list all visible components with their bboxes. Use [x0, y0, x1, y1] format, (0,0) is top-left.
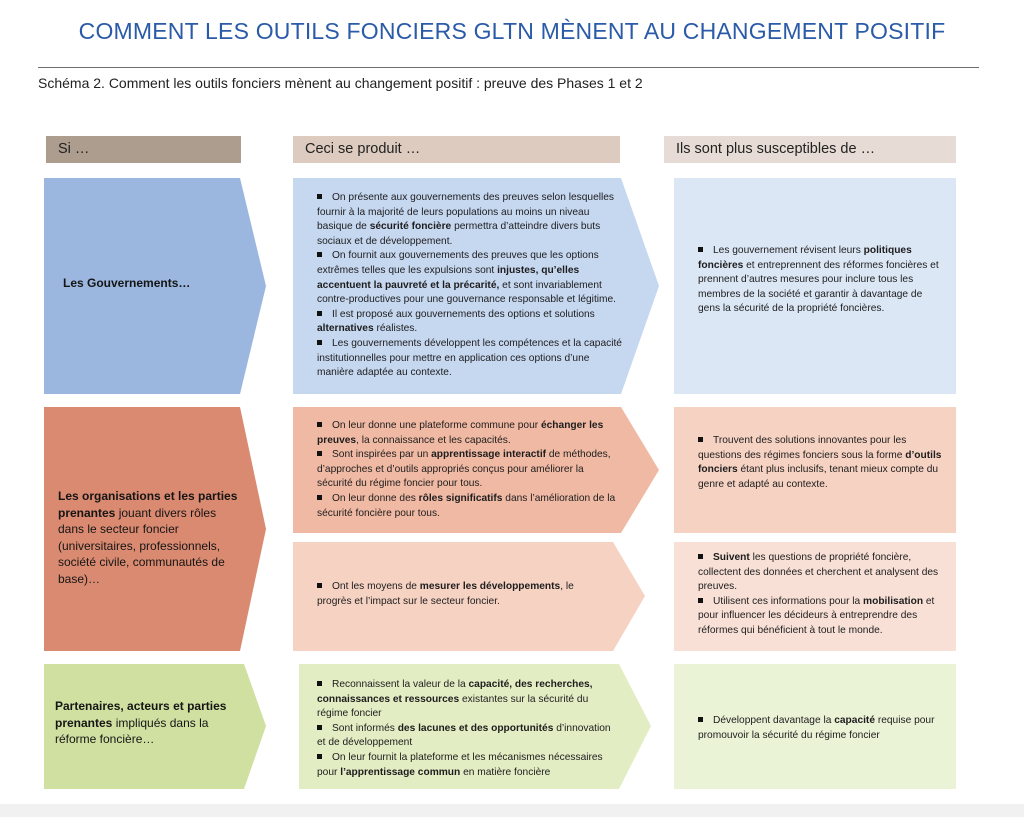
partners-outcome-text	[698, 714, 948, 743]
bullet-item	[317, 722, 617, 751]
bullet-text: Ont les moyens de	[332, 581, 420, 592]
bullet-item	[698, 595, 943, 639]
org-actor-label-rest: jouant divers rôles dans le secteur foncier (universitaires, professionnels, société civile, communautés de base)…	[58, 505, 225, 586]
emphasis-text: mesurer les développements	[419, 581, 561, 592]
emphasis-text: mobilisation	[863, 595, 924, 607]
bullet-text: existantes sur la sécurité du régime foncier	[317, 693, 589, 720]
emphasis-text: apprentissage interactif	[431, 449, 547, 461]
gov-actor-label: Les Gouvernements…	[63, 276, 191, 290]
bullet-text: Sont informés	[332, 722, 398, 734]
org-effects-arrow-bottom	[293, 542, 645, 651]
emphasis-text: échanger les preuves	[317, 420, 604, 446]
bullet-item	[698, 244, 943, 317]
bullet-item	[317, 751, 617, 780]
bullet-text: On leur donne une plateforme commune pour	[332, 420, 541, 431]
page-title: COMMENT LES OUTILS FONCIERS GLTN MÈNENT AU CHANGEMENT POSITIF	[78, 18, 946, 44]
partners-outcome-box	[674, 664, 956, 789]
square-bullet-icon	[317, 340, 322, 345]
partners-effects-text	[317, 678, 617, 780]
bullet-item	[317, 678, 617, 722]
emphasis-text: politiques foncières	[698, 245, 912, 271]
square-bullet-icon	[317, 311, 322, 316]
bullet-item	[317, 448, 622, 492]
emphasis-text: rôles significatifs	[418, 492, 503, 504]
bullet-item	[317, 191, 622, 249]
square-bullet-icon	[317, 451, 322, 456]
gov-outcome-text	[698, 244, 943, 317]
bullet-text: Les gouvernements développent les compétences et la capacité institutionnelles pour mettre en application ces options d’une manière adaptée au contexte.	[317, 337, 622, 379]
square-bullet-icon	[317, 495, 322, 500]
emphasis-text: capacité	[834, 715, 875, 726]
square-bullet-icon	[317, 252, 322, 257]
bullet-item	[317, 419, 622, 448]
bullet-text: et pour influencer les décideurs à entreprendre des réformes qui bénéficient à tout le monde.	[698, 595, 935, 636]
org-outcome-bottom-text	[698, 551, 943, 639]
bullet-text: , le progrès et l’impact sur le secteur foncier.	[317, 581, 574, 607]
bullet-item	[698, 714, 948, 743]
square-bullet-icon	[317, 194, 322, 199]
bullet-text: On leur fournit la plateforme et les mécanismes nécessaires pour	[317, 751, 603, 778]
bullet-text: et sont invariablement contre-productives pour une gouvernance responsable et légitime.	[317, 279, 617, 306]
bullet-text: On présente aux gouvernements des preuves selon lesquelles fournir à la majorité de leurs populations au moins un niveau basique de	[317, 192, 615, 233]
bullet-text: Les gouvernement révisent leurs	[713, 245, 864, 256]
bullet-item	[317, 337, 622, 381]
emphasis-text: capacité, des recherches, connaissances et ressources	[317, 679, 593, 705]
square-bullet-icon	[698, 247, 703, 252]
emphasis-text: alternatives	[317, 323, 374, 335]
figure-caption: Schéma 2. Comment les outils fonciers mènent au changement positif : preuve des Phases 1 et 2	[38, 75, 643, 91]
bullet-item	[317, 492, 622, 521]
bullet-text: requise pour promouvoir la sécurité du régime foncier	[698, 715, 935, 741]
bullet-text: étant plus inclusifs, tenant mieux compte du genre et adapté au contexte.	[698, 464, 939, 490]
org-outcome-box-bottom	[674, 542, 956, 651]
square-bullet-icon	[698, 598, 703, 603]
partners-actor-label-bold: Partenaires, acteurs et parties prenantes	[55, 699, 227, 730]
gov-actor-arrow	[44, 178, 266, 394]
bullet-item	[698, 551, 943, 595]
partners-actor-label-rest: impliqués dans la réforme foncière…	[55, 715, 209, 746]
partners-actor-arrow	[44, 664, 266, 789]
bullet-text: On leur donne des	[332, 492, 419, 504]
org-effects-bottom-text	[317, 580, 607, 609]
bullet-item	[317, 308, 622, 337]
org-effects-arrow-top	[293, 407, 659, 533]
square-bullet-icon	[317, 583, 322, 588]
emphasis-text: des lacunes et des opportunités	[397, 722, 554, 734]
square-bullet-icon	[698, 437, 703, 442]
bullet-text: Développent davantage la	[713, 715, 835, 726]
bullet-text: , la connaissance et les capacités.	[356, 434, 511, 446]
square-bullet-icon	[698, 717, 703, 722]
square-bullet-icon	[317, 422, 322, 427]
bullet-text: On fournit aux gouvernements des preuves que les options extrêmes telles que les expulsions sont	[317, 250, 599, 276]
gov-outcome-box	[674, 178, 956, 394]
bullet-text: d’innovation et de développement	[317, 722, 611, 749]
bullet-text: dans l’amélioration de la sécurité foncière pour tous.	[317, 492, 616, 519]
square-bullet-icon	[317, 754, 322, 759]
gov-effects-arrow	[293, 178, 659, 394]
square-bullet-icon	[698, 554, 703, 559]
bullet-text: les questions de propriété foncière, collectent des données et cherchent et analysent des preuves.	[698, 552, 939, 593]
org-outcome-box-top	[674, 407, 956, 533]
bullet-text: permettra d’atteindre divers buts sociaux et de développement.	[317, 221, 601, 247]
page-bottom-edge	[0, 804, 1024, 817]
bullet-text: et entreprennent des réformes foncières et prennent d’autres mesures pour inclure tous les membres de la société et garantir à davantage de gens la sécurité de la propriété foncières.	[698, 259, 939, 315]
org-effects-top-text	[317, 419, 622, 521]
bullet-text: Il est proposé aux gouvernements des options et solutions	[332, 308, 595, 320]
bullet-text: réalistes.	[373, 323, 418, 335]
gov-effects-text	[317, 191, 622, 381]
bullet-text: de méthodes, d’approches et d’outils appropriés conçus pour améliorer la sécurité du régime foncier pour tous.	[317, 449, 611, 490]
emphasis-text: d’outils fonciers	[698, 449, 942, 476]
column-header-happens: Ceci se produit …	[293, 136, 620, 163]
square-bullet-icon	[317, 725, 322, 730]
org-outcome-top-text	[698, 434, 943, 492]
bullet-item	[698, 434, 943, 492]
column-header-likely: Ils sont plus susceptibles de …	[664, 136, 956, 163]
bullet-text: en matière foncière	[460, 766, 551, 778]
emphasis-text: sécurité foncière	[369, 221, 452, 233]
org-actor-arrow	[44, 407, 266, 651]
bullet-text: Trouvent des solutions innovantes pour les questions des régimes fonciers sous la forme	[698, 435, 907, 461]
bullet-item	[317, 580, 607, 609]
bullet-text: Utilisent ces informations pour la	[713, 595, 864, 607]
bullet-item	[317, 249, 622, 307]
emphasis-text: l’apprentissage commun	[340, 766, 461, 778]
bullet-text: Reconnaissent la valeur de la	[332, 679, 469, 690]
org-actor-label-bold: Les organisations et les parties prenantes	[58, 489, 238, 520]
emphasis-text: injustes, qu’elles accentuent la pauvreté et la précarité,	[317, 264, 580, 291]
partners-effects-arrow	[299, 664, 651, 789]
square-bullet-icon	[317, 681, 322, 686]
column-header-if: Si …	[46, 136, 241, 163]
bullet-text: Sont inspirées par un	[332, 449, 432, 461]
emphasis-text: Suivent	[713, 552, 750, 563]
title-divider	[38, 67, 979, 68]
